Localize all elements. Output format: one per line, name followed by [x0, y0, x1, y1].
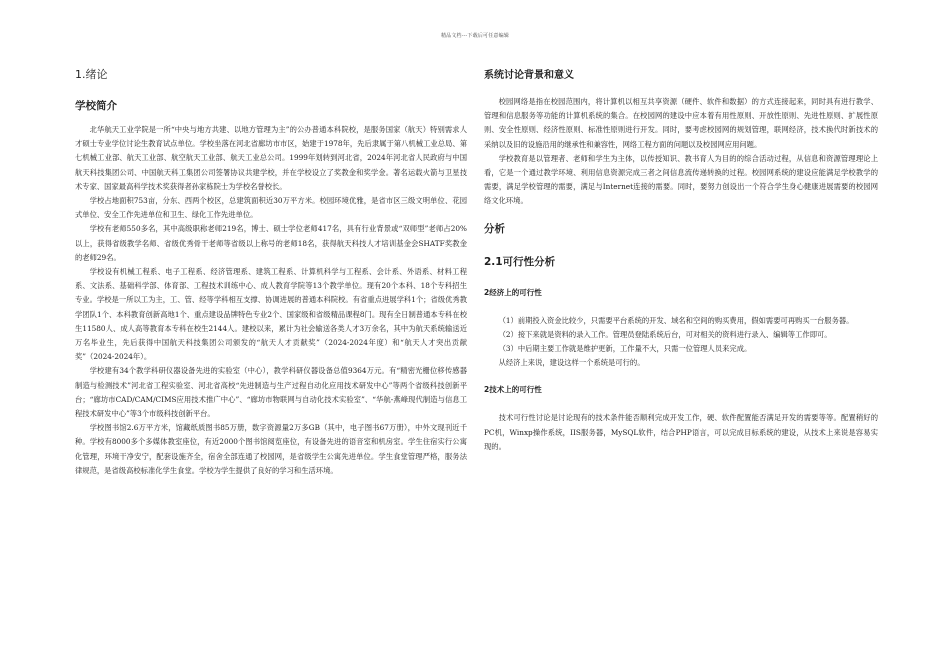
campus-network-paragraph: 校园网络是指在校园范围内，将计算机以相互共享资源（硬件、软件和数据）的方式连接起来，同时具有进行教学、管理和信息服务等功能的计算机系统的集合。在校园网的建设中应本着有用性原则、开放性原则、先进性原则、扩展性原则、安全性原则、经济性原则、标准性原则进行开发。同时，要考虑校园网的规划管理，联网经济，技术换代时新技术的采纳以及旧的设施沿用的继承性和兼容性，网络工程方面的问题以及校园网应用问题。: [484, 97, 878, 149]
page-header: 精品文档---下载后可任意编辑: [440, 33, 510, 39]
left-column: [75, 66, 467, 478]
right-column: [484, 66, 878, 454]
economic-conclusion: 从经济上来说，建设这样一个系统是可行的。: [498, 358, 645, 368]
economic-item-3: （3）中后期主要工作就是维护更新，工作量不大，只需一位管理人员来完成。: [498, 344, 752, 354]
campus-paragraph: 学校占地面积753亩，分东、西两个校区，总建筑面积近30万平方米。校园环境优雅，是省市区三级文明单位、花园式单位、安全工作先进单位和卫生、绿化工作先进单位。: [75, 196, 467, 220]
school-intro-heading: 学校简介: [75, 100, 117, 112]
background-heading: 系统讨论背景和意义: [484, 70, 574, 81]
labs-paragraph: 学校建有34个教学科研仪器设备先进的实验室（中心），教学科研仪器设备总值9364万元。有“精密光栅位移传感器制造与检测技术”河北省工程实验室、河北省高校“先进制造与生产过程自动化应用技术研发中心”等两个省级科技创新平台；“廊坊市CAD/CAM/CIMS应用技术推广中心”、“廊坊市物联网与自动化技术实验室”、“华航-燕峰现代制造与信息工程技术研发中心”等3个市级科技创新平台。: [75, 366, 467, 419]
departments-paragraph: 学校设有机械工程系、电子工程系、经济管理系、建筑工程系、计算机科学与工程系、会计系、外语系、材料工程系、文法系、基础科学部、体育部、工程技术训练中心、成人教育学院等13个教学单位。现有20个本科、18个专科招生专业。学校是一所以工为主，工、管、经等学科相互支撑、协调进展的普通本科院校。有省重点进展学科1个；省级优秀教学团队1个、本科教育创新高地1个、重点建设品牌特色专业2个、国家级和省级精品课程8门。现有全日制普通本专科在校生11580人、成人高等教育本专科在校生2144人。建校以来，累计为社会输送各类人才3万余名，其中为航天系统输送近万名毕业生，先后获得中国航天科技集团公司颁发的“航天人才贡献奖”（2024-2024年度）和“航天人才突出贡献奖”（2024-2024年）。: [75, 267, 467, 362]
technical-paragraph: 技术可行性讨论是讨论现有的技术条件能否顺利完成开发工作，硬、软件配置能否满足开发的需要等等。配置稍好的PC机，Winxp操作系统，IIS服务器，MySQL软件，结合PHP语言，可以完成目标系统的建设，从技术上来说是容易实现的。: [484, 413, 878, 451]
faculty-paragraph: 学校有老师550多名，其中高级职称老师219名，博士、硕士学位老师417名，具有行业背景或“双师型”老师占20%以上，获得省级教学名师、省级优秀骨干老师等省级以上称号的老师18名，获得航天科技人才培训基金会SHATF奖教金的老师29名。: [75, 224, 467, 262]
chapter-heading: 1.绪论: [75, 68, 108, 81]
analysis-heading: 分析: [484, 222, 505, 235]
intro-paragraph: 北华航天工业学院是一所“中央与地方共建、以地方管理为主”的公办普通本科院校，是服务国家（航天）特别需求人才硕士专业学位讨论生教育试点单位。学校坐落在河北省廊坊市市区，始建于1978年，先后隶属于第八机械工业总局、第七机械工业部、航天工业部、航空航天工业部、航天工业总公司。1999年划转到河北省，2024年河北省人民政府与中国航天科技集团公司、中国航天科工集团公司签署协议共建学校，并在学校设立了奖教金和奖学金。著名运载火箭与卫星技术专家、国家最高科学技术奖获得者孙家栋院士为学校名誉校长。: [75, 125, 467, 191]
economic-item-2: （2）接下来就是资料的录入工作。管理员登陆系统后台，可对相关的资料进行录入、编辑等工作即可。: [498, 329, 832, 339]
economic-heading: 2经济上的可行性: [484, 287, 542, 297]
school-education-paragraph: 学校教育是以管理者、老师和学生为主体，以传授知识、教书育人为目的的综合活动过程，从信息和资源管理理论上看，它是一个通过教学环境、利用信息资源完成三者之间信息流传递转换的过程。校园网系统的建设应能满足学校教学的需要，满足学校管理的需要，满足与Internet连接的需要。同时，要努力创设出一个符合学生身心健康进展需要的校园网络文化环境。: [484, 153, 878, 206]
library-paragraph: 学校图书馆2.6万平方米，馆藏纸质图书85万册，数字资源量2万多GB（其中，电子图书67万册），中外文现刊近千种。学校有8000多个多媒体教室座位，有近2000个图书馆阅览座位，有设备先进的语音室和机房室。学生住宿实行公寓化管理，环境干净安宁，配套设施齐全，宿舍全部连通了校园网，是省级学生公寓先进单位。学生食堂管理严格，服务法律规范，是省级高校标准化学生食堂。学校为学生提供了良好的学习和生活环境。: [75, 423, 467, 475]
feasibility-heading: 2.1可行性分析: [484, 255, 556, 268]
economic-item-1: （1）前期投入资金比较少，只需要平台系统的开发、域名和空间的购买费用，假如需要可再购买一台服务器。: [498, 315, 854, 325]
technical-heading: 2技术上的可行性: [484, 385, 542, 395]
